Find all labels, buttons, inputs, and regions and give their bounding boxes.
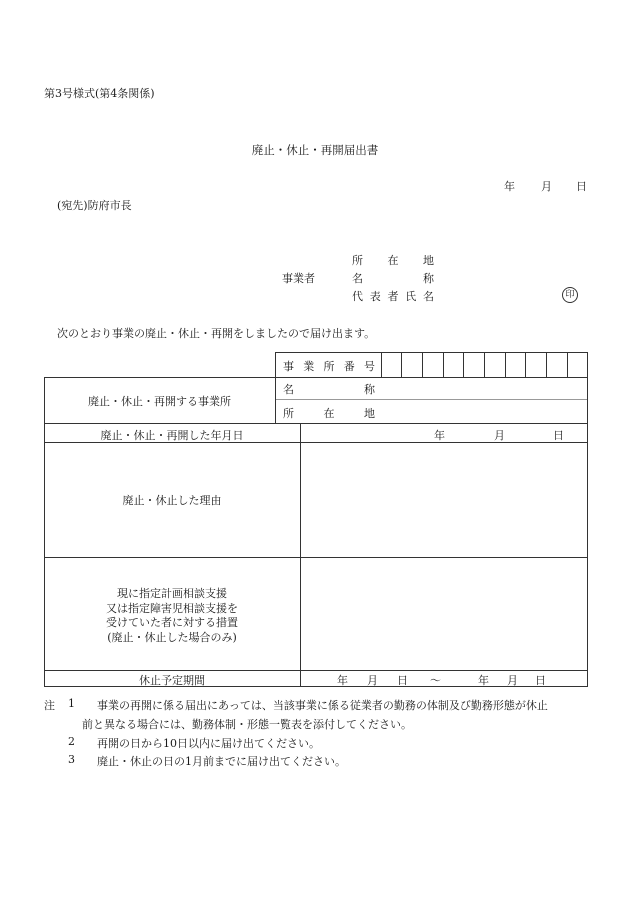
date-month: 月 xyxy=(541,180,552,193)
table-line xyxy=(44,670,588,671)
table-line xyxy=(275,399,588,400)
note-number: 2 xyxy=(68,735,75,748)
document-title: 廃止・休止・再開届出書 xyxy=(251,143,379,157)
note-text: 廃止・休止の日の1月前までに届け出てください。 xyxy=(97,755,346,768)
note-text: 事業の再開に係る届出にあっては、当該事業に係る従業者の勤務の体制及び勤務形態が休止 xyxy=(97,699,548,712)
applicant-label: 事業者 xyxy=(282,272,315,285)
date-value-day: 日 xyxy=(553,429,564,442)
table-line xyxy=(44,423,588,424)
digit-box-line xyxy=(525,352,526,377)
date-year: 年 xyxy=(504,180,515,193)
digit-box-line xyxy=(546,352,547,377)
table-line xyxy=(587,352,588,687)
notes-prefix: 注 xyxy=(44,699,55,712)
date-value-month: 月 xyxy=(494,429,505,442)
digit-box-line xyxy=(422,352,423,377)
note-number: 3 xyxy=(68,753,75,766)
digit-box-line xyxy=(443,352,444,377)
office-name-label: 名 称 xyxy=(283,383,375,396)
date-value-year: 年 xyxy=(434,429,445,442)
office-number-label: 事 業 所 番 号 xyxy=(283,360,375,373)
date-day: 日 xyxy=(576,180,587,193)
period-start-day: 日 xyxy=(397,674,408,687)
form-number: 第3号様式(第4条関係) xyxy=(44,87,155,100)
measures-label: 現に指定計画相談支援 又は指定障害児相談支援を 受けていた者に対する措置 (廃止・休止した場合のみ) xyxy=(106,587,238,644)
table-line xyxy=(44,377,588,378)
table-line xyxy=(275,352,276,424)
seal-mark: 印 xyxy=(562,287,578,303)
date-label: 廃止・休止・再開した年月日 xyxy=(100,429,244,442)
note-text-continued: 前と異なる場合には、勤務体制・形態一覧表を添付してください。 xyxy=(82,718,412,731)
period-start-month: 月 xyxy=(367,674,378,687)
addressee: (宛先)防府市長 xyxy=(57,199,132,212)
table-line xyxy=(275,352,588,353)
digit-box-line xyxy=(401,352,402,377)
digit-box-line xyxy=(381,352,382,377)
statement-text: 次のとおり事業の廃止・休止・再開をしましたので届け出ます。 xyxy=(57,327,376,340)
period-start-year: 年 xyxy=(337,674,348,687)
applicant-name-label: 名 称 xyxy=(352,272,434,285)
period-tilde: 〜 xyxy=(430,674,441,687)
digit-box-line xyxy=(463,352,464,377)
office-address-label: 所 在 地 xyxy=(283,407,375,420)
applicant-representative-label: 代 表 者 氏 名 xyxy=(352,290,434,303)
digit-box-line xyxy=(567,352,568,377)
period-end-month: 月 xyxy=(507,674,518,687)
note-number: 1 xyxy=(68,697,75,710)
period-end-year: 年 xyxy=(478,674,489,687)
table-line xyxy=(300,423,301,687)
period-end-day: 日 xyxy=(535,674,546,687)
digit-box-line xyxy=(505,352,506,377)
reason-label: 廃止・休止した理由 xyxy=(122,494,222,507)
office-label: 廃止・休止・再開する事業所 xyxy=(88,395,231,408)
digit-box-line xyxy=(484,352,485,377)
period-label: 休止予定期間 xyxy=(139,674,205,687)
note-text: 再開の日から10日以内に届け出てください。 xyxy=(97,737,320,750)
table-line xyxy=(44,557,588,558)
applicant-address-label: 所 在 地 xyxy=(352,254,434,267)
